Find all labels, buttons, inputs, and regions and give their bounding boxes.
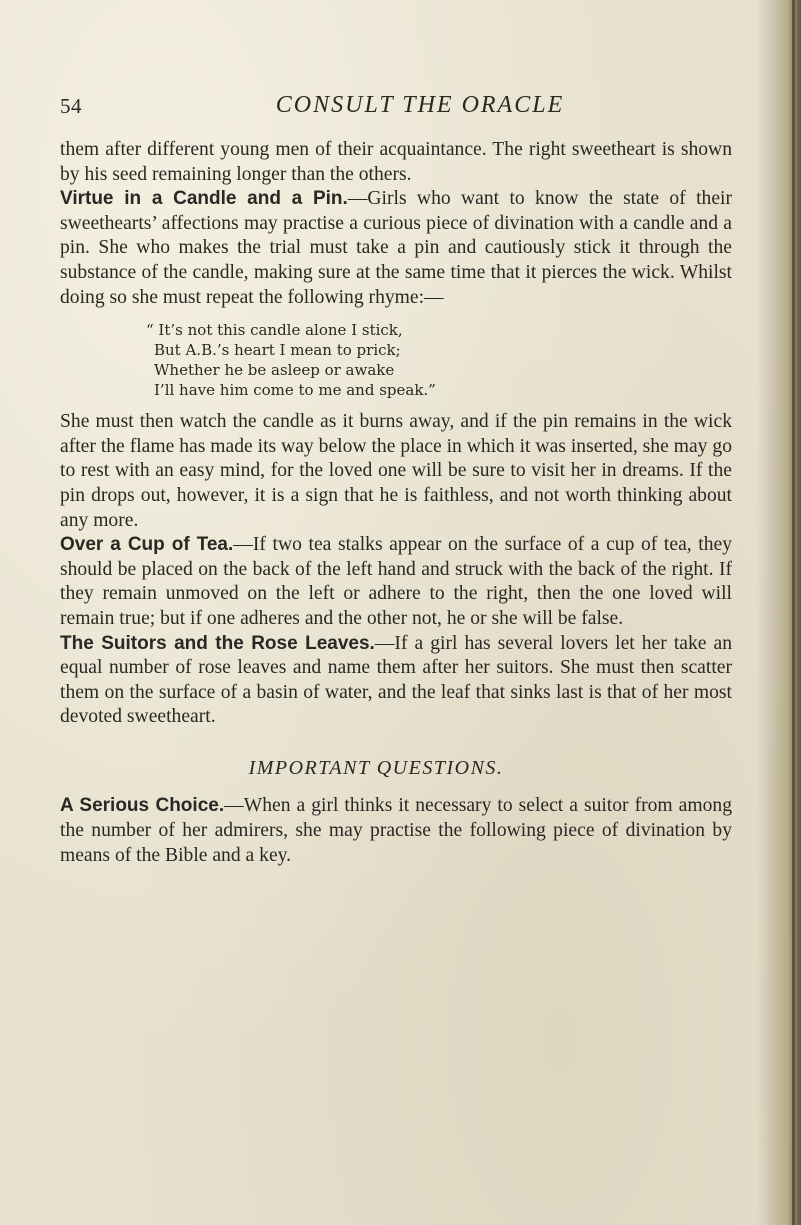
paragraph-serious-choice [60, 794, 732, 868]
rhyme-line: Whether he be asleep or awake [154, 361, 395, 380]
paragraph-text: them after different young men of their acquaintance. The right sweetheart is shown by his seed remaining longer than the others. [60, 139, 732, 185]
paragraph-tea [60, 533, 732, 631]
paragraph-text: —If a girl has several lovers let her take an equal number of rose leaves and name them after her suitors. She must then scatter them on the surface of a basin of water, and the leaf that sinks last is that of her most devoted sweetheart. [60, 632, 732, 728]
paragraph-rose-leaves [60, 632, 732, 730]
running-title: CONSULT THE ORACLE [275, 92, 565, 118]
run-in-heading: Virtue in a Candle and a Pin. [60, 188, 348, 210]
paragraph-text: —When a girl thinks it necessary to select a suitor from among the number of her admirers, she may practise the following piece of divination by means of the Bible and a key. [60, 795, 732, 866]
paragraph-text: —If two tea stalks appear on the surface of a cup of tea, they should be placed on the back of the left hand and struck with the back of the right. If they remain unmoved on the left or adhere to the right, then the one loved will remain true; but if one adheres and the other not, he or she will be false. [60, 534, 732, 629]
rhyme-line: I’ll have him come to me and speak.” [154, 381, 436, 400]
paragraph-candle-result [60, 410, 732, 533]
run-in-heading: A Serious Choice. [60, 795, 225, 817]
run-in-heading: Over a Cup of Tea. [60, 534, 234, 556]
paragraph-text: —Girls who want to know the state of their sweethearts’ affections may practise a curious piece of divination with a candle and a pin. She who makes the trial must take a pin and cautiously stick it through the substance of the candle, making sure at the same time that it pierces the wick. Whilst doing so she must repeat the following rhyme:— [60, 188, 733, 308]
rhyme-line: “ It’s not this candle alone I stick, [146, 321, 403, 340]
paragraph-candle-pin [60, 187, 732, 310]
paragraph-seed [60, 138, 732, 187]
rhyme-block [60, 320, 732, 400]
page-header [0, 92, 760, 124]
binding-edge [792, 0, 795, 1225]
rhyme-line: But A.B.’s heart I mean to prick; [154, 341, 401, 360]
section-heading: IMPORTANT QUESTIONS. [248, 756, 504, 779]
page-number: 54 [60, 94, 82, 118]
paragraph-text: She must then watch the candle as it burns away, and if the pin remains in the wick after the flame has made its way below the place in which it was inserted, she may go to rest with an easy mind, for the loved one will be sure to visit her in dreams. If the pin drops out, however, it is a sign that he is faithless, and not worth thinking about any more. [60, 411, 732, 531]
page-body [60, 138, 732, 868]
run-in-heading: The Suitors and the Rose Leaves. [60, 632, 375, 654]
